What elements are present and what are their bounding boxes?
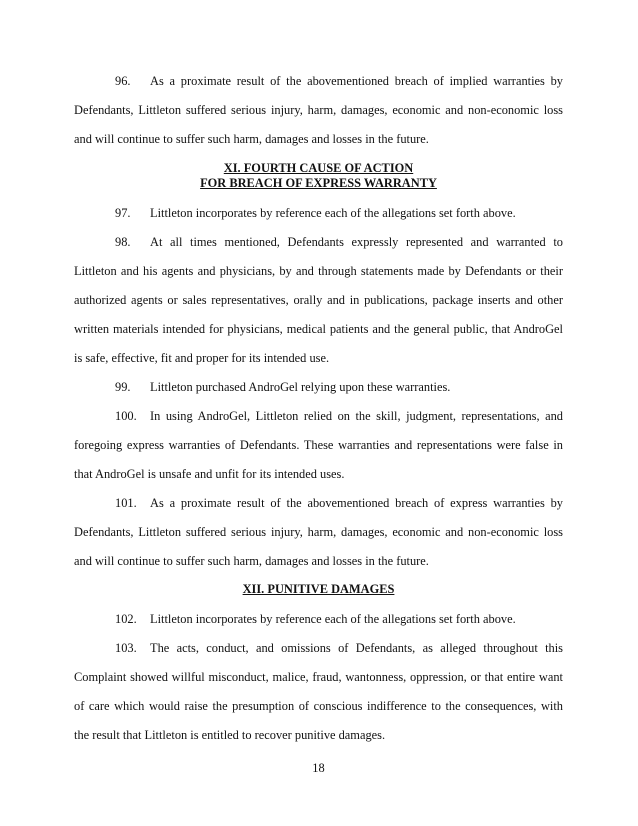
- paragraph-line: Littleton and his agents and physicians, by and through statements made by Defendants or their: [74, 264, 563, 278]
- paragraph-line: and will continue to suffer such harm, damages and losses in the future.: [74, 554, 429, 568]
- paragraph-line: Defendants, Littleton suffered serious injury, harm, damages, economic and non-economic loss: [74, 103, 563, 117]
- paragraph-line: authorized agents or sales representatives, orally and in publications, package inserts and other: [74, 293, 563, 307]
- paragraph-first-line: [115, 205, 563, 221]
- paragraph-number: 100.: [115, 409, 137, 423]
- paragraph-number: 96.: [115, 74, 131, 88]
- paragraph-line: Complaint showed willful misconduct, malice, fraud, wantonness, oppression, or that entire want: [74, 670, 563, 684]
- paragraph-line: and will continue to suffer such harm, damages and losses in the future.: [74, 132, 429, 146]
- paragraph-number: 103.: [115, 641, 137, 655]
- paragraph-first-line: [115, 640, 563, 656]
- paragraph-first-line: [115, 234, 563, 250]
- paragraph-first-line: [115, 73, 563, 89]
- section-heading-fourth-cause-sub: FOR BREACH OF EXPRESS WARRANTY: [200, 176, 437, 190]
- paragraph-line: of care which would raise the presumption of conscious indifference to the consequences, with: [74, 699, 563, 713]
- paragraph-line: that AndroGel is unsafe and unfit for its intended uses.: [74, 467, 345, 481]
- paragraph-line: written materials intended for physicians, medical patients and the general public, that AndroGel: [74, 322, 563, 336]
- paragraph-text: Littleton incorporates by reference each of the allegations set forth above.: [150, 206, 516, 220]
- paragraph-text: As a proximate result of the abovementioned breach of implied warranties by: [150, 74, 563, 88]
- paragraph-line: foregoing express warranties of Defendants. These warranties and representations were false in: [74, 438, 563, 452]
- paragraph-number: 101.: [115, 496, 137, 510]
- paragraph-first-line: [115, 611, 563, 627]
- paragraph-number: 102.: [115, 612, 137, 626]
- paragraph-text: In using AndroGel, Littleton relied on the skill, judgment, representations, and: [150, 409, 563, 423]
- page-number: 18: [312, 761, 325, 775]
- section-heading-punitive-damages: XII. PUNITIVE DAMAGES: [242, 582, 395, 596]
- paragraph-text: Littleton incorporates by reference each of the allegations set forth above.: [150, 612, 516, 626]
- paragraph-text: As a proximate result of the abovementioned breach of express warranties by: [150, 496, 563, 510]
- paragraph-line: Defendants, Littleton suffered serious injury, harm, damages, economic and non-economic loss: [74, 525, 563, 539]
- paragraph-text: The acts, conduct, and omissions of Defendants, as alleged throughout this: [150, 641, 563, 655]
- paragraph-first-line: [115, 408, 563, 424]
- paragraph-number: 97.: [115, 206, 131, 220]
- paragraph-number: 98.: [115, 235, 131, 249]
- paragraph-line: the result that Littleton is entitled to recover punitive damages.: [74, 728, 386, 742]
- section-heading-fourth-cause: XI. FOURTH CAUSE OF ACTION: [223, 161, 414, 175]
- paragraph-first-line: [115, 379, 563, 395]
- paragraph-text: Littleton purchased AndroGel relying upon these warranties.: [150, 380, 451, 394]
- paragraph-line: is safe, effective, fit and proper for its intended use.: [74, 351, 330, 365]
- paragraph-first-line: [115, 495, 563, 511]
- paragraph-number: 99.: [115, 380, 131, 394]
- paragraph-text: At all times mentioned, Defendants expressly represented and warranted to: [150, 235, 563, 249]
